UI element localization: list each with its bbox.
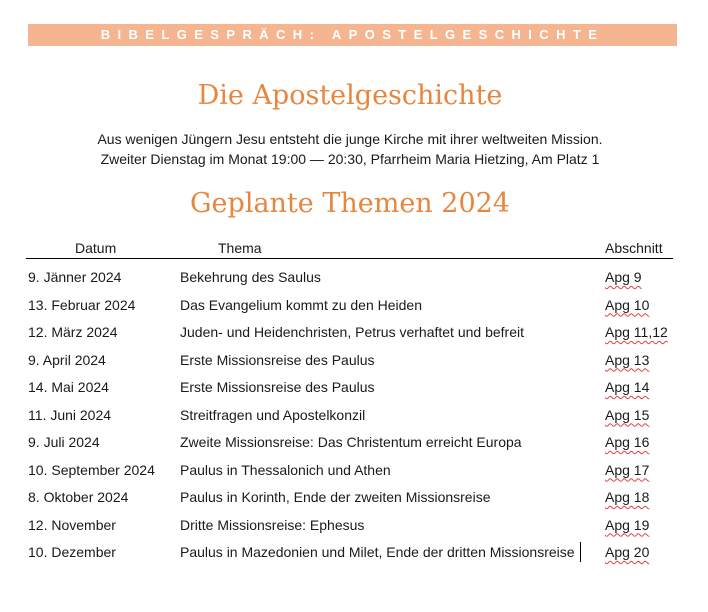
row-section: Apg 18 — [605, 489, 650, 505]
description-line-1: Aus wenigen Jüngern Jesu entsteht die junge Kirche mit ihrer weltweiten Mission. — [97, 131, 603, 147]
row-date: 13. Februar 2024 — [28, 296, 136, 313]
row-section: Apg 9 — [605, 269, 642, 285]
table-row[interactable] — [0, 484, 708, 512]
table-row[interactable] — [0, 347, 708, 375]
table-row[interactable] — [0, 429, 708, 457]
table-row[interactable] — [0, 374, 708, 402]
row-section: Apg 20 — [605, 544, 650, 560]
row-theme: Juden- und Heidenchristen, Petrus verhaftet und befreit — [180, 324, 524, 340]
table-row[interactable] — [0, 402, 708, 430]
row-section: Apg 13 — [605, 351, 650, 368]
description-line-2: Zweiter Dienstag im Monat 19:00 — 20:30, Pfarrheim Maria Hietzing, Am Platz 1 — [100, 151, 600, 167]
row-theme: Paulus in Mazedonien und Milet, Ende der dritten Missionsreise — [180, 544, 575, 560]
row-section: Apg 15 — [605, 406, 650, 423]
row-theme: Bekehrung des Saulus — [180, 269, 321, 285]
row-date: 12. November — [28, 516, 116, 533]
table-row[interactable] — [0, 539, 708, 567]
table-row[interactable] — [0, 512, 708, 540]
row-date: 10. Dezember — [28, 544, 116, 560]
row-section: Apg 17 — [605, 461, 650, 478]
row-date: 8. Oktober 2024 — [28, 489, 129, 505]
column-header-theme: Thema — [218, 240, 262, 256]
table-row[interactable] — [0, 264, 708, 292]
header-banner: BIBELGESPRÄCH: APOSTELGESCHICHTE — [28, 24, 677, 46]
row-theme: Erste Missionsreise des Paulus — [180, 379, 375, 395]
section-title: Geplante Themen 2024 — [189, 188, 510, 219]
row-date: 14. Mai 2024 — [28, 379, 109, 395]
column-header-section: Abschnitt — [605, 240, 663, 256]
row-theme: Das Evangelium kommt zu den Heiden — [180, 296, 423, 313]
column-header-date: Datum — [75, 240, 117, 256]
row-section: Apg 11,12 — [605, 324, 668, 340]
row-date: 11. Juni 2024 — [28, 406, 112, 423]
row-date: 9. April 2024 — [28, 351, 106, 368]
schedule-table — [0, 264, 708, 567]
row-date: 10. September 2024 — [28, 461, 155, 478]
text-cursor — [580, 542, 581, 562]
row-section: Apg 10 — [605, 296, 650, 313]
table-row[interactable] — [0, 292, 708, 320]
table-row[interactable] — [0, 457, 708, 485]
row-theme: Paulus in Korinth, Ende der zweiten Missionsreise — [180, 489, 491, 505]
row-section: Apg 16 — [605, 434, 650, 450]
row-section: Apg 19 — [605, 516, 650, 533]
row-theme: Erste Missionsreise des Paulus — [180, 351, 375, 368]
page-title: Die Apostelgeschichte — [197, 80, 503, 111]
row-date: 9. Juli 2024 — [28, 434, 100, 450]
row-theme: Dritte Missionsreise: Ephesus — [180, 516, 365, 533]
header-rule — [26, 258, 673, 259]
table-row[interactable] — [0, 319, 708, 347]
row-theme: Zweite Missionsreise: Das Christentum erreicht Europa — [180, 434, 522, 450]
row-theme: Streitfragen und Apostelkonzil — [180, 406, 366, 423]
row-theme: Paulus in Thessalonich und Athen — [180, 461, 391, 478]
row-date: 9. Jänner 2024 — [28, 269, 122, 285]
row-section: Apg 14 — [605, 379, 650, 395]
row-date: 12. März 2024 — [28, 324, 118, 340]
